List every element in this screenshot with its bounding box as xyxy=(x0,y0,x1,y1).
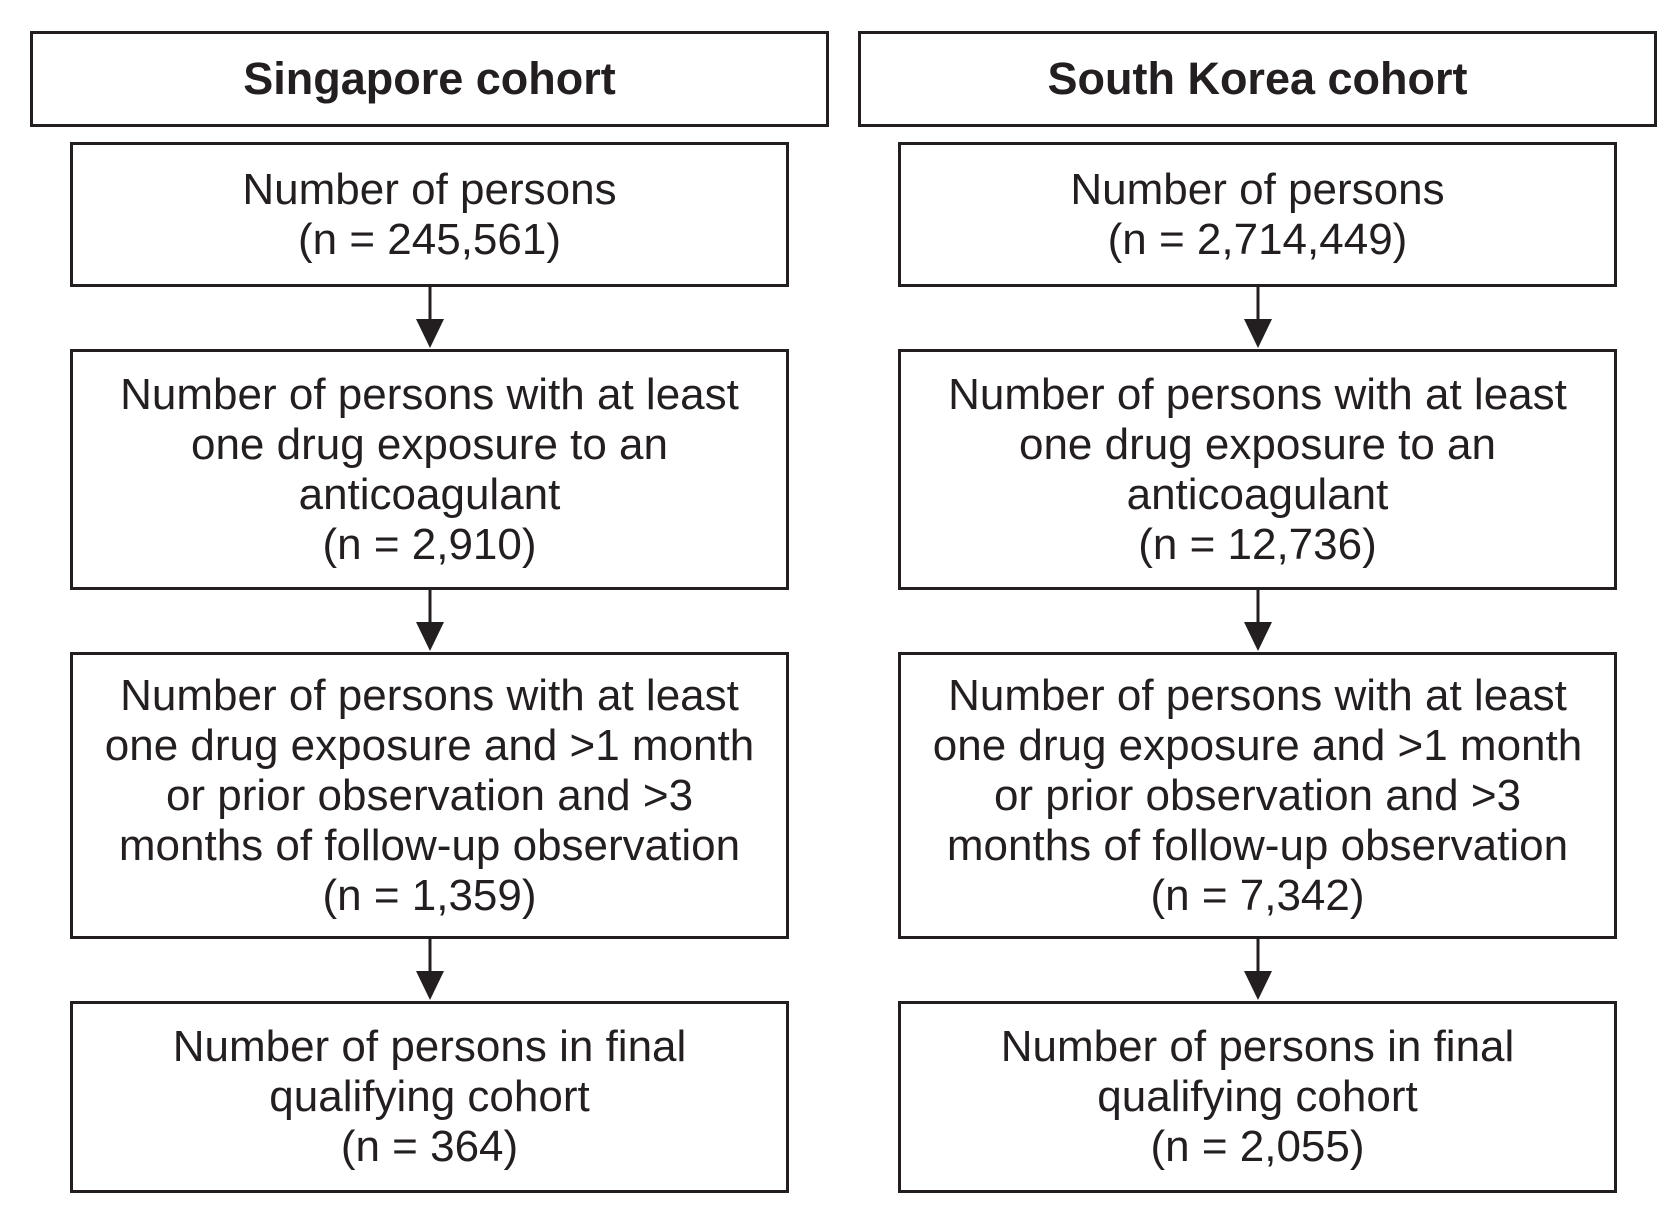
arrow-down-icon xyxy=(1238,939,1278,1001)
step-count: (n = 2,055) xyxy=(1150,1122,1365,1171)
step-text-line: one drug exposure to an xyxy=(1018,419,1497,469)
step-text-line: anticoagulant xyxy=(1126,469,1389,519)
arrow-down-icon xyxy=(1238,287,1278,349)
step-text-line: Number of persons with at least xyxy=(948,369,1567,419)
step-count: (n = 364) xyxy=(340,1122,519,1171)
step-text-line: months of follow-up observation xyxy=(946,820,1569,870)
south-korea-step-total-persons xyxy=(898,142,1617,287)
step-text-line: one drug exposure to an xyxy=(190,419,669,469)
step-text-line: Number of persons in final xyxy=(1000,1022,1515,1071)
step-text-line: one drug exposure and >1 month xyxy=(932,720,1583,770)
step-text-line: anticoagulant xyxy=(298,469,561,519)
step-text-line: months of follow-up observation xyxy=(118,820,741,870)
step-text-line: Number of persons with at least xyxy=(120,670,739,720)
singapore-cohort-title: Singapore cohort xyxy=(243,53,616,104)
arrow-down-icon xyxy=(1238,590,1278,652)
step-count: (n = 7,342) xyxy=(1150,870,1365,920)
south-korea-step-final-cohort xyxy=(898,1001,1617,1193)
step-text-line: Number of persons with at least xyxy=(120,369,739,419)
south-korea-step-anticoagulant-exposure xyxy=(898,349,1617,590)
step-text-line: qualifying cohort xyxy=(269,1072,590,1121)
step-text-line: or prior observation and >3 xyxy=(993,770,1522,820)
step-count: (n = 2,714,449) xyxy=(1107,214,1408,264)
step-count: (n = 2,910) xyxy=(322,519,537,569)
south-korea-cohort-header xyxy=(858,31,1657,127)
step-text-line: qualifying cohort xyxy=(1097,1072,1418,1121)
south-korea-step-observation-criteria xyxy=(898,652,1617,939)
step-text-line: Number of persons with at least xyxy=(948,670,1567,720)
step-count: (n = 1,359) xyxy=(322,870,537,920)
step-text-line: Number of persons in final xyxy=(172,1022,687,1071)
step-count: (n = 12,736) xyxy=(1138,519,1377,569)
step-text-line: one drug exposure and >1 month xyxy=(104,720,755,770)
step-count: (n = 245,561) xyxy=(298,214,561,264)
south-korea-cohort-title: South Korea cohort xyxy=(1047,53,1468,104)
step-text-line: Number of persons xyxy=(242,164,617,214)
step-text-line: or prior observation and >3 xyxy=(165,770,694,820)
step-text-line: Number of persons xyxy=(1070,164,1445,214)
